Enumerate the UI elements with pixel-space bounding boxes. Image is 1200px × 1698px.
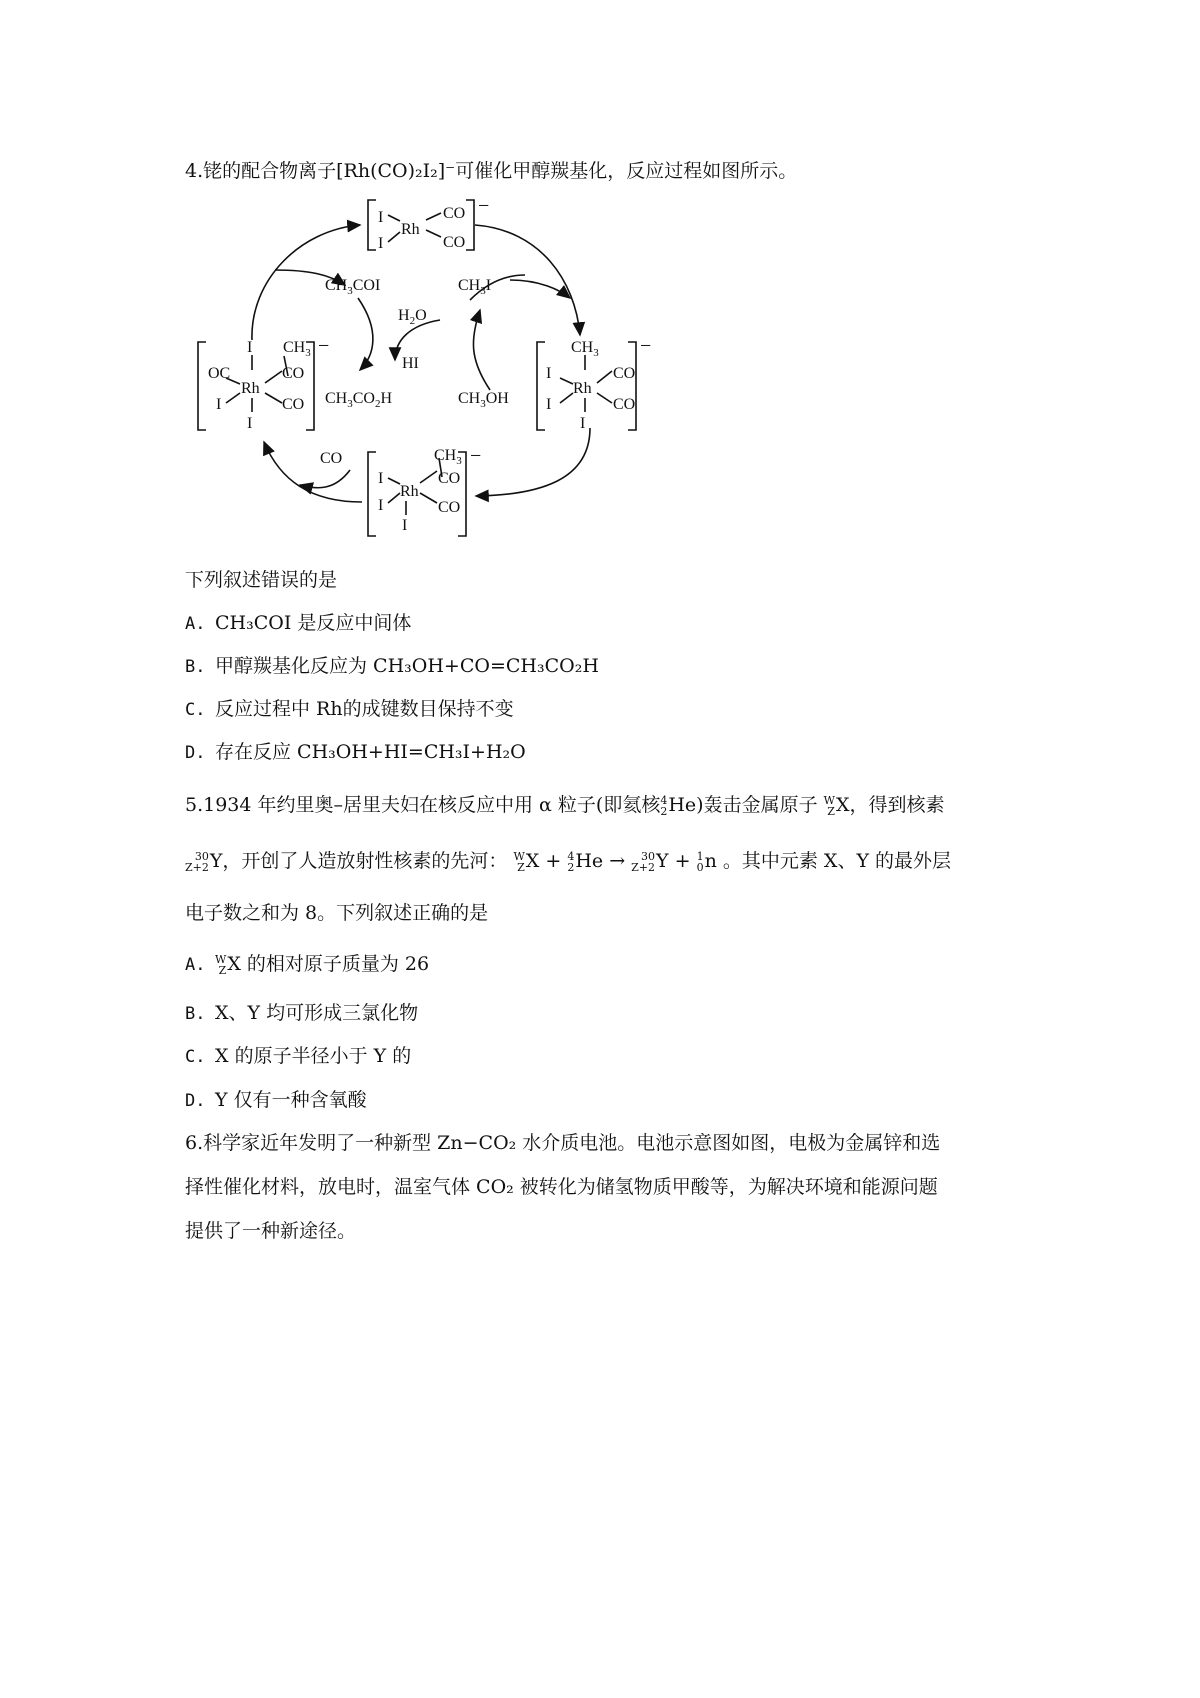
label-co: CO <box>320 450 343 467</box>
x-isotope: W Z <box>823 794 835 818</box>
top-complex-i2: I <box>378 235 384 252</box>
top-complex-co1: CO <box>443 205 466 222</box>
y-isotope: 30 Z+2 <box>185 850 209 874</box>
bottom-complex-ch3: $CH_3$ <box>434 447 462 467</box>
q5-option-b: B. X、Y 均可形成三氯化物 <box>185 1002 419 1024</box>
q5-option-d: D. Y 仅有一种含氧酸 <box>185 1089 367 1111</box>
q4-option-a: A. CH₃COI 是反应中间体 <box>185 612 412 634</box>
left-complex-co2: CO <box>282 396 305 413</box>
label-h2o: $H_2O$ <box>398 307 427 327</box>
q6-line-1: 6.科学家近年发明了一种新型 Zn−CO₂ 水介质电池。电池示意图如图，电极为金属锌和选 <box>185 1132 941 1154</box>
q4-option-c: C. 反应过程中 Rh的成键数目保持不变 <box>185 698 514 720</box>
top-complex-charge: − <box>478 195 490 217</box>
top-complex-i1: I <box>378 209 384 226</box>
label-ch3oh: $CH_3OH$ <box>458 390 509 410</box>
right-complex-co2: CO <box>613 396 636 413</box>
catalytic-cycle-diagram <box>0 190 1200 590</box>
bottom-complex-co1: CO <box>438 470 461 487</box>
left-complex-i-left: I <box>216 396 222 413</box>
left-complex-ch3: $CH_3$ <box>283 339 311 359</box>
q5-option-a: A. W Z X 的相对原子质量为 26 <box>185 953 430 977</box>
bottom-complex-rh: Rh <box>400 483 419 500</box>
bottom-complex-co2: CO <box>438 499 461 516</box>
q4-stem: 4.铑的配合物离子[Rh(CO)₂I₂]⁻可催化甲醇羰基化，反应过程如图所示。 <box>185 160 798 182</box>
right-complex-ch3: $CH_3$ <box>571 339 599 359</box>
left-complex-i-bottom: I <box>247 415 253 432</box>
q6-line-3: 提供了一种新途径。 <box>185 1220 357 1242</box>
q5-line-2: 30 Z+2 Y，开创了人造放射性核素的先河： W Z X + 4 2 He → 30 Z+2 Y + 1 0 n 。其中元素 X、Y 的最外层 <box>185 850 952 874</box>
bottom-complex-i-bottom: I <box>402 517 408 534</box>
nuclear-equation: W Z X + 4 2 He → 30 Z+2 Y + 1 0 n <box>513 850 717 874</box>
right-complex-i1: I <box>546 365 552 382</box>
he-isotope: 4 2 <box>660 794 668 818</box>
bottom-complex-i1: I <box>378 470 384 487</box>
q5-option-c: C. X 的原子半径小于 Y 的 <box>185 1045 412 1067</box>
bottom-complex-i2: I <box>378 497 384 514</box>
top-complex-co2: CO <box>443 234 466 251</box>
right-complex-i-bottom: I <box>580 415 586 432</box>
left-complex-i-top: I <box>247 339 253 356</box>
right-complex-charge: − <box>640 335 652 357</box>
left-complex-oc: OC <box>208 365 231 382</box>
left-complex-co1: CO <box>282 365 305 382</box>
q4-option-d: D. 存在反应 CH₃OH+HI=CH₃I+H₂O <box>185 741 526 763</box>
right-complex-i2: I <box>546 396 552 413</box>
right-complex-rh: Rh <box>573 380 592 397</box>
q4-prompt: 下列叙述错误的是 <box>185 569 338 591</box>
q4-option-b: B. 甲醇羰基化反应为 CH₃OH+CO=CH₃CO₂H <box>185 655 599 677</box>
left-complex-rh: Rh <box>241 380 260 397</box>
q6-line-2: 择性催化材料，放电时，温室气体 CO₂ 被转化为储氢物质甲酸等，为解决环境和能源问题 <box>185 1176 938 1198</box>
q5-line-3: 电子数之和为 8。下列叙述正确的是 <box>185 902 489 924</box>
top-complex-rh: Rh <box>401 221 420 238</box>
label-ch3i: $CH_3I$ <box>458 277 492 297</box>
right-complex-co1: CO <box>613 365 636 382</box>
label-ch3coi: $CH_3COI$ <box>325 277 381 297</box>
q5-line-1: 5.1934 年约里奥–居里夫妇在核反应中用 α 粒子(即氦核 4 2 He)轰击金属原子 W Z X，得到核素 <box>185 794 945 818</box>
label-hi: HI <box>402 355 419 372</box>
left-complex-charge: − <box>318 335 330 357</box>
bottom-complex-charge: − <box>470 445 482 467</box>
label-ch3co2h: $CH_3CO_2H$ <box>325 390 393 410</box>
